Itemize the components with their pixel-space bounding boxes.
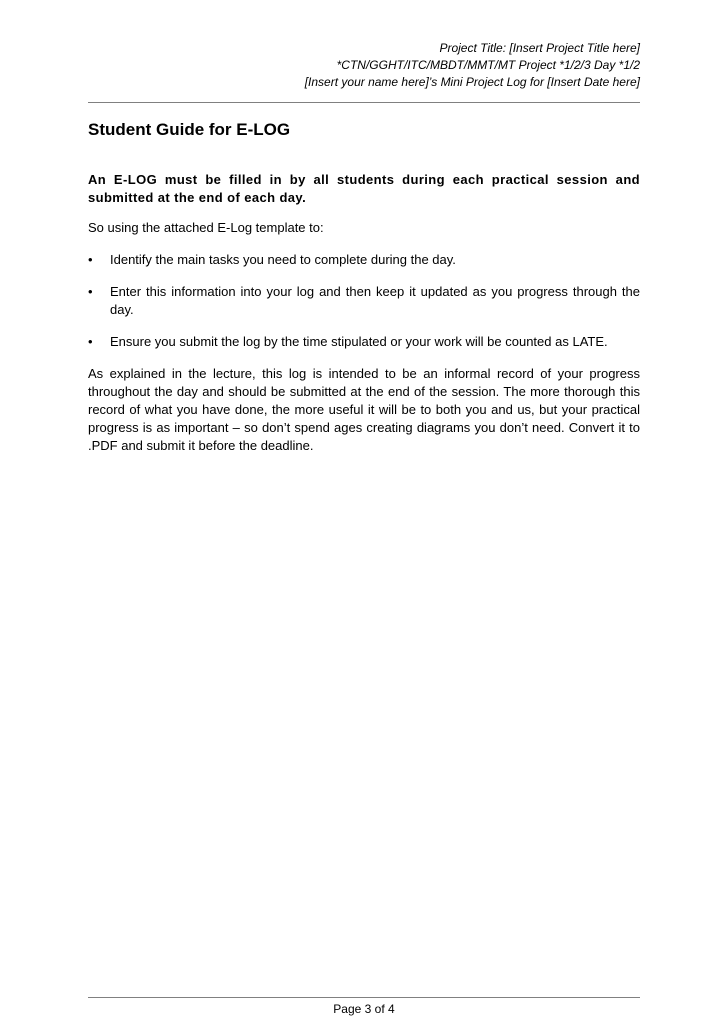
header-divider (88, 102, 640, 103)
lead-paragraph: So using the attached E-Log template to: (88, 220, 324, 235)
intro-paragraph: An E-LOG must be filled in by all students during each practical session and submitted at the end of each day. (88, 172, 640, 205)
page-title: Student Guide for E-LOG (88, 120, 291, 139)
page-header (88, 40, 640, 91)
list-item (88, 283, 640, 319)
instruction-list (88, 251, 640, 351)
list-item-text: Identify the main tasks you need to complete during the day. (110, 252, 456, 267)
page-content (88, 119, 640, 455)
page-number: Page 3 of 4 (333, 1002, 395, 1016)
header-log-owner: [Insert your name here]’s Mini Project Log for [Insert Date here] (304, 75, 640, 89)
bullet-icon: • (88, 252, 93, 267)
bullet-icon: • (88, 334, 93, 349)
list-item (88, 333, 640, 351)
footer-divider (88, 997, 640, 998)
list-item-text: Enter this information into your log and then keep it updated as you progress through the day. (110, 284, 640, 317)
bullet-icon: • (88, 284, 93, 299)
header-project-code: *CTN/GGHT/ITC/MBDT/MMT/MT Project *1/2/3 Day *1/2 (336, 58, 640, 72)
list-item-text: Ensure you submit the log by the time stipulated or your work will be counted as LATE. (110, 334, 608, 349)
explanation-paragraph: As explained in the lecture, this log is intended to be an informal record of your progress throughout the day and should be submitted at the end of the session. The more thorough this record of what you have done, the more useful it will be to both you and us, but your practical progress is as important – so don’t spend ages creating diagrams you don’t need. Convert it to .PDF and submit it before the deadline. (88, 366, 640, 453)
header-project-title: Project Title: [Insert Project Title here] (439, 41, 640, 55)
list-item (88, 251, 640, 269)
